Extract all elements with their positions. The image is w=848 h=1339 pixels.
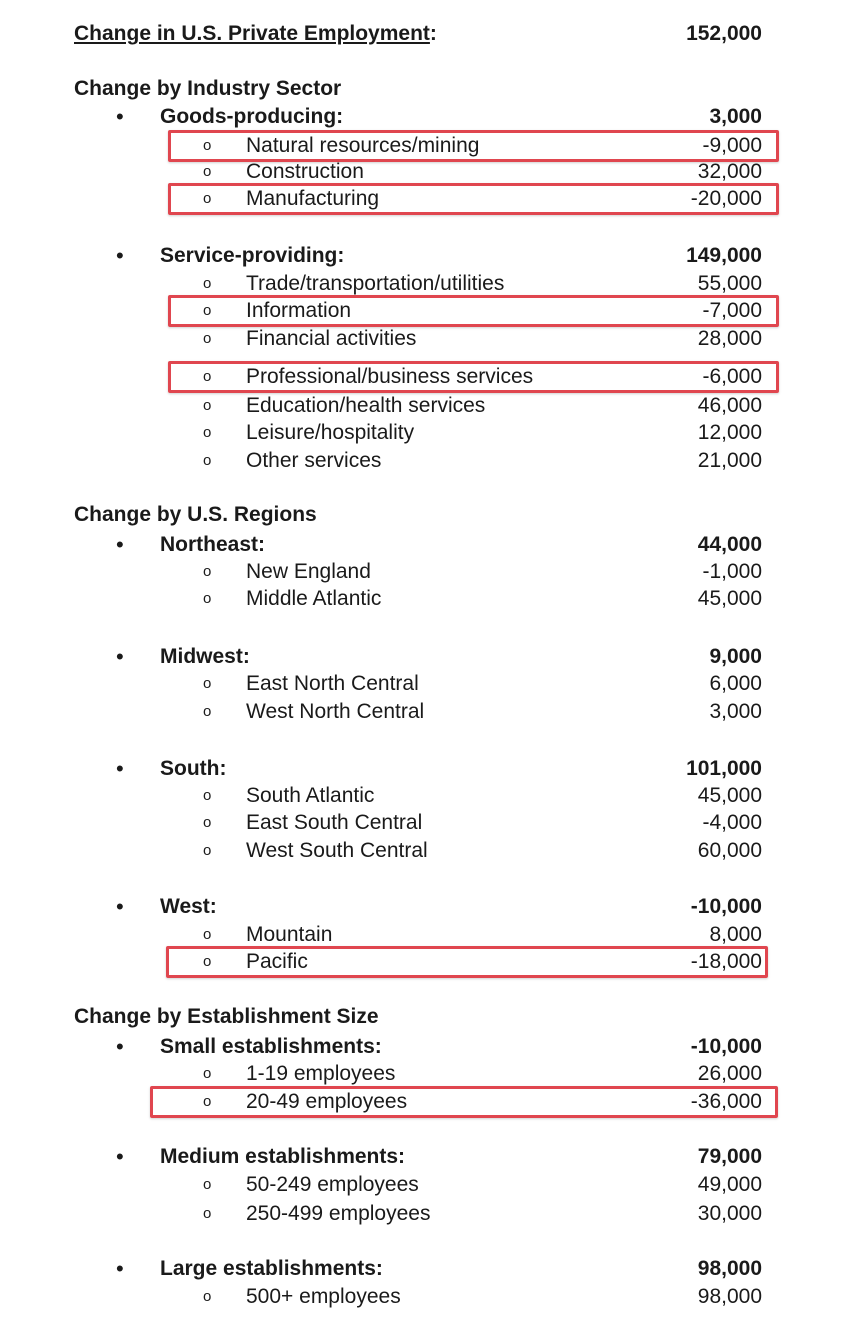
sub-bullet-icon: o — [203, 842, 212, 859]
row-label: Construction — [246, 160, 364, 183]
row-value: 3,000 — [709, 700, 762, 723]
sub-bullet-icon: o — [203, 275, 212, 292]
item-row — [0, 420, 848, 446]
row-label: Midwest: — [160, 645, 250, 668]
item-row — [0, 559, 848, 585]
item-row — [0, 699, 848, 725]
group-row — [0, 1256, 848, 1282]
row-label: Financial activities — [246, 327, 417, 350]
row-label: Change by Industry Sector — [74, 77, 342, 100]
row-label: Trade/transportation/utilities — [246, 272, 505, 295]
row-label: Pacific — [246, 950, 308, 973]
row-value: 46,000 — [697, 394, 762, 417]
bullet-icon: • — [116, 1144, 124, 1169]
row-label: 250-499 employees — [246, 1202, 431, 1225]
bullet-icon: • — [116, 243, 124, 268]
sub-bullet-icon: o — [203, 137, 212, 154]
row-value: -36,000 — [690, 1090, 762, 1113]
row-value: 8,000 — [709, 923, 762, 946]
row-value: -6,000 — [702, 365, 762, 388]
section-heading — [0, 76, 848, 102]
row-value: 28,000 — [697, 327, 762, 350]
row-label: East North Central — [246, 672, 419, 695]
row-label: New England — [246, 560, 371, 583]
row-value: -18,000 — [690, 950, 762, 973]
row-label — [74, 21, 437, 47]
row-label: South: — [160, 757, 227, 780]
sub-bullet-icon: o — [203, 1205, 212, 1222]
row-label: 1-19 employees — [246, 1062, 396, 1085]
group-row — [0, 1034, 848, 1060]
row-value: 79,000 — [697, 1145, 762, 1168]
sub-bullet-icon: o — [203, 953, 212, 970]
report-title-row — [0, 21, 848, 47]
bullet-icon: • — [116, 532, 124, 557]
row-value: 12,000 — [697, 421, 762, 444]
sub-bullet-icon: o — [203, 190, 212, 207]
row-label: Other services — [246, 449, 382, 472]
row-value: -9,000 — [702, 134, 762, 157]
sub-bullet-icon: o — [203, 302, 212, 319]
row-value: 3,000 — [709, 105, 762, 128]
row-label: Middle Atlantic — [246, 587, 382, 610]
row-label: Large establishments: — [160, 1257, 383, 1280]
row-label: 20-49 employees — [246, 1090, 408, 1113]
row-value: 55,000 — [697, 272, 762, 295]
sub-bullet-icon: o — [203, 452, 212, 469]
row-value: -4,000 — [702, 811, 762, 834]
group-row — [0, 644, 848, 670]
row-label: West North Central — [246, 700, 425, 723]
bullet-icon: • — [116, 104, 124, 129]
item-row — [0, 448, 848, 474]
row-value: -10,000 — [690, 1035, 762, 1058]
item-row — [0, 810, 848, 836]
item-row — [0, 922, 848, 948]
group-row — [0, 532, 848, 558]
item-row — [0, 326, 848, 352]
sub-bullet-icon: o — [203, 1176, 212, 1193]
item-row — [0, 393, 848, 419]
row-label: South Atlantic — [246, 784, 375, 807]
row-label: Education/health services — [246, 394, 486, 417]
row-label: East South Central — [246, 811, 423, 834]
row-value: 30,000 — [697, 1202, 762, 1225]
row-label: Change by Establishment Size — [74, 1005, 379, 1028]
item-row — [0, 364, 848, 390]
group-row — [0, 104, 848, 130]
row-value: 45,000 — [697, 587, 762, 610]
sub-bullet-icon: o — [203, 563, 212, 580]
item-row — [0, 298, 848, 324]
row-label: Northeast: — [160, 533, 266, 556]
item-row — [0, 671, 848, 697]
row-value: 152,000 — [686, 22, 762, 45]
sub-bullet-icon: o — [203, 424, 212, 441]
item-row — [0, 186, 848, 212]
row-label: Natural resources/mining — [246, 134, 480, 157]
row-label: Service-providing: — [160, 244, 345, 267]
item-row — [0, 586, 848, 612]
bullet-icon: • — [116, 756, 124, 781]
row-value: 98,000 — [697, 1285, 762, 1308]
item-row — [0, 1089, 848, 1115]
row-value: -10,000 — [690, 895, 762, 918]
row-value: 21,000 — [697, 449, 762, 472]
row-value: -1,000 — [702, 560, 762, 583]
bullet-icon: • — [116, 1256, 124, 1281]
sub-bullet-icon: o — [203, 163, 212, 180]
row-label: Information — [246, 299, 352, 322]
row-value: 9,000 — [709, 645, 762, 668]
item-row — [0, 133, 848, 159]
bullet-icon: • — [116, 1034, 124, 1059]
title-colon: : — [429, 22, 437, 45]
row-label: Small establishments: — [160, 1035, 382, 1058]
row-value: 6,000 — [709, 672, 762, 695]
row-value: 49,000 — [697, 1173, 762, 1196]
group-row — [0, 243, 848, 269]
row-label: Medium establishments: — [160, 1145, 406, 1168]
sub-bullet-icon: o — [203, 1288, 212, 1305]
row-label: Change by U.S. Regions — [74, 503, 317, 526]
row-value: 44,000 — [697, 533, 762, 556]
item-row — [0, 1201, 848, 1227]
group-row — [0, 894, 848, 920]
item-row — [0, 783, 848, 809]
item-row — [0, 1284, 848, 1310]
group-row — [0, 756, 848, 782]
row-value: -20,000 — [690, 187, 762, 210]
row-value: 26,000 — [697, 1062, 762, 1085]
sub-bullet-icon: o — [203, 330, 212, 347]
row-label: Manufacturing — [246, 187, 380, 210]
row-label: 50-249 employees — [246, 1173, 419, 1196]
row-label: Professional/business services — [246, 365, 534, 388]
bullet-icon: • — [116, 644, 124, 669]
row-label: Leisure/hospitality — [246, 421, 415, 444]
row-value: 149,000 — [686, 244, 762, 267]
row-label: West: — [160, 895, 217, 918]
sub-bullet-icon: o — [203, 675, 212, 692]
sub-bullet-icon: o — [203, 1065, 212, 1082]
row-value: 60,000 — [697, 839, 762, 862]
row-label: Goods-producing: — [160, 105, 344, 128]
row-value: 32,000 — [697, 160, 762, 183]
sub-bullet-icon: o — [203, 787, 212, 804]
sub-bullet-icon: o — [203, 814, 212, 831]
item-row — [0, 271, 848, 297]
item-row — [0, 838, 848, 864]
row-label: Mountain — [246, 923, 333, 946]
sub-bullet-icon: o — [203, 397, 212, 414]
item-row — [0, 159, 848, 185]
item-row — [0, 1172, 848, 1198]
row-value: 101,000 — [686, 757, 762, 780]
section-heading — [0, 1004, 848, 1030]
sub-bullet-icon: o — [203, 926, 212, 943]
item-row — [0, 1061, 848, 1087]
sub-bullet-icon: o — [203, 703, 212, 720]
row-value: -7,000 — [702, 299, 762, 322]
sub-bullet-icon: o — [203, 368, 212, 385]
sub-bullet-icon: o — [203, 590, 212, 607]
row-label: West South Central — [246, 839, 428, 862]
section-heading — [0, 502, 848, 528]
sub-bullet-icon: o — [203, 1093, 212, 1110]
bullet-icon: • — [116, 894, 124, 919]
row-value: 45,000 — [697, 784, 762, 807]
item-row — [0, 949, 848, 975]
report-title: Change in U.S. Private Employment — [74, 22, 430, 45]
row-value: 98,000 — [697, 1257, 762, 1280]
row-label: 500+ employees — [246, 1285, 401, 1308]
group-row — [0, 1144, 848, 1170]
